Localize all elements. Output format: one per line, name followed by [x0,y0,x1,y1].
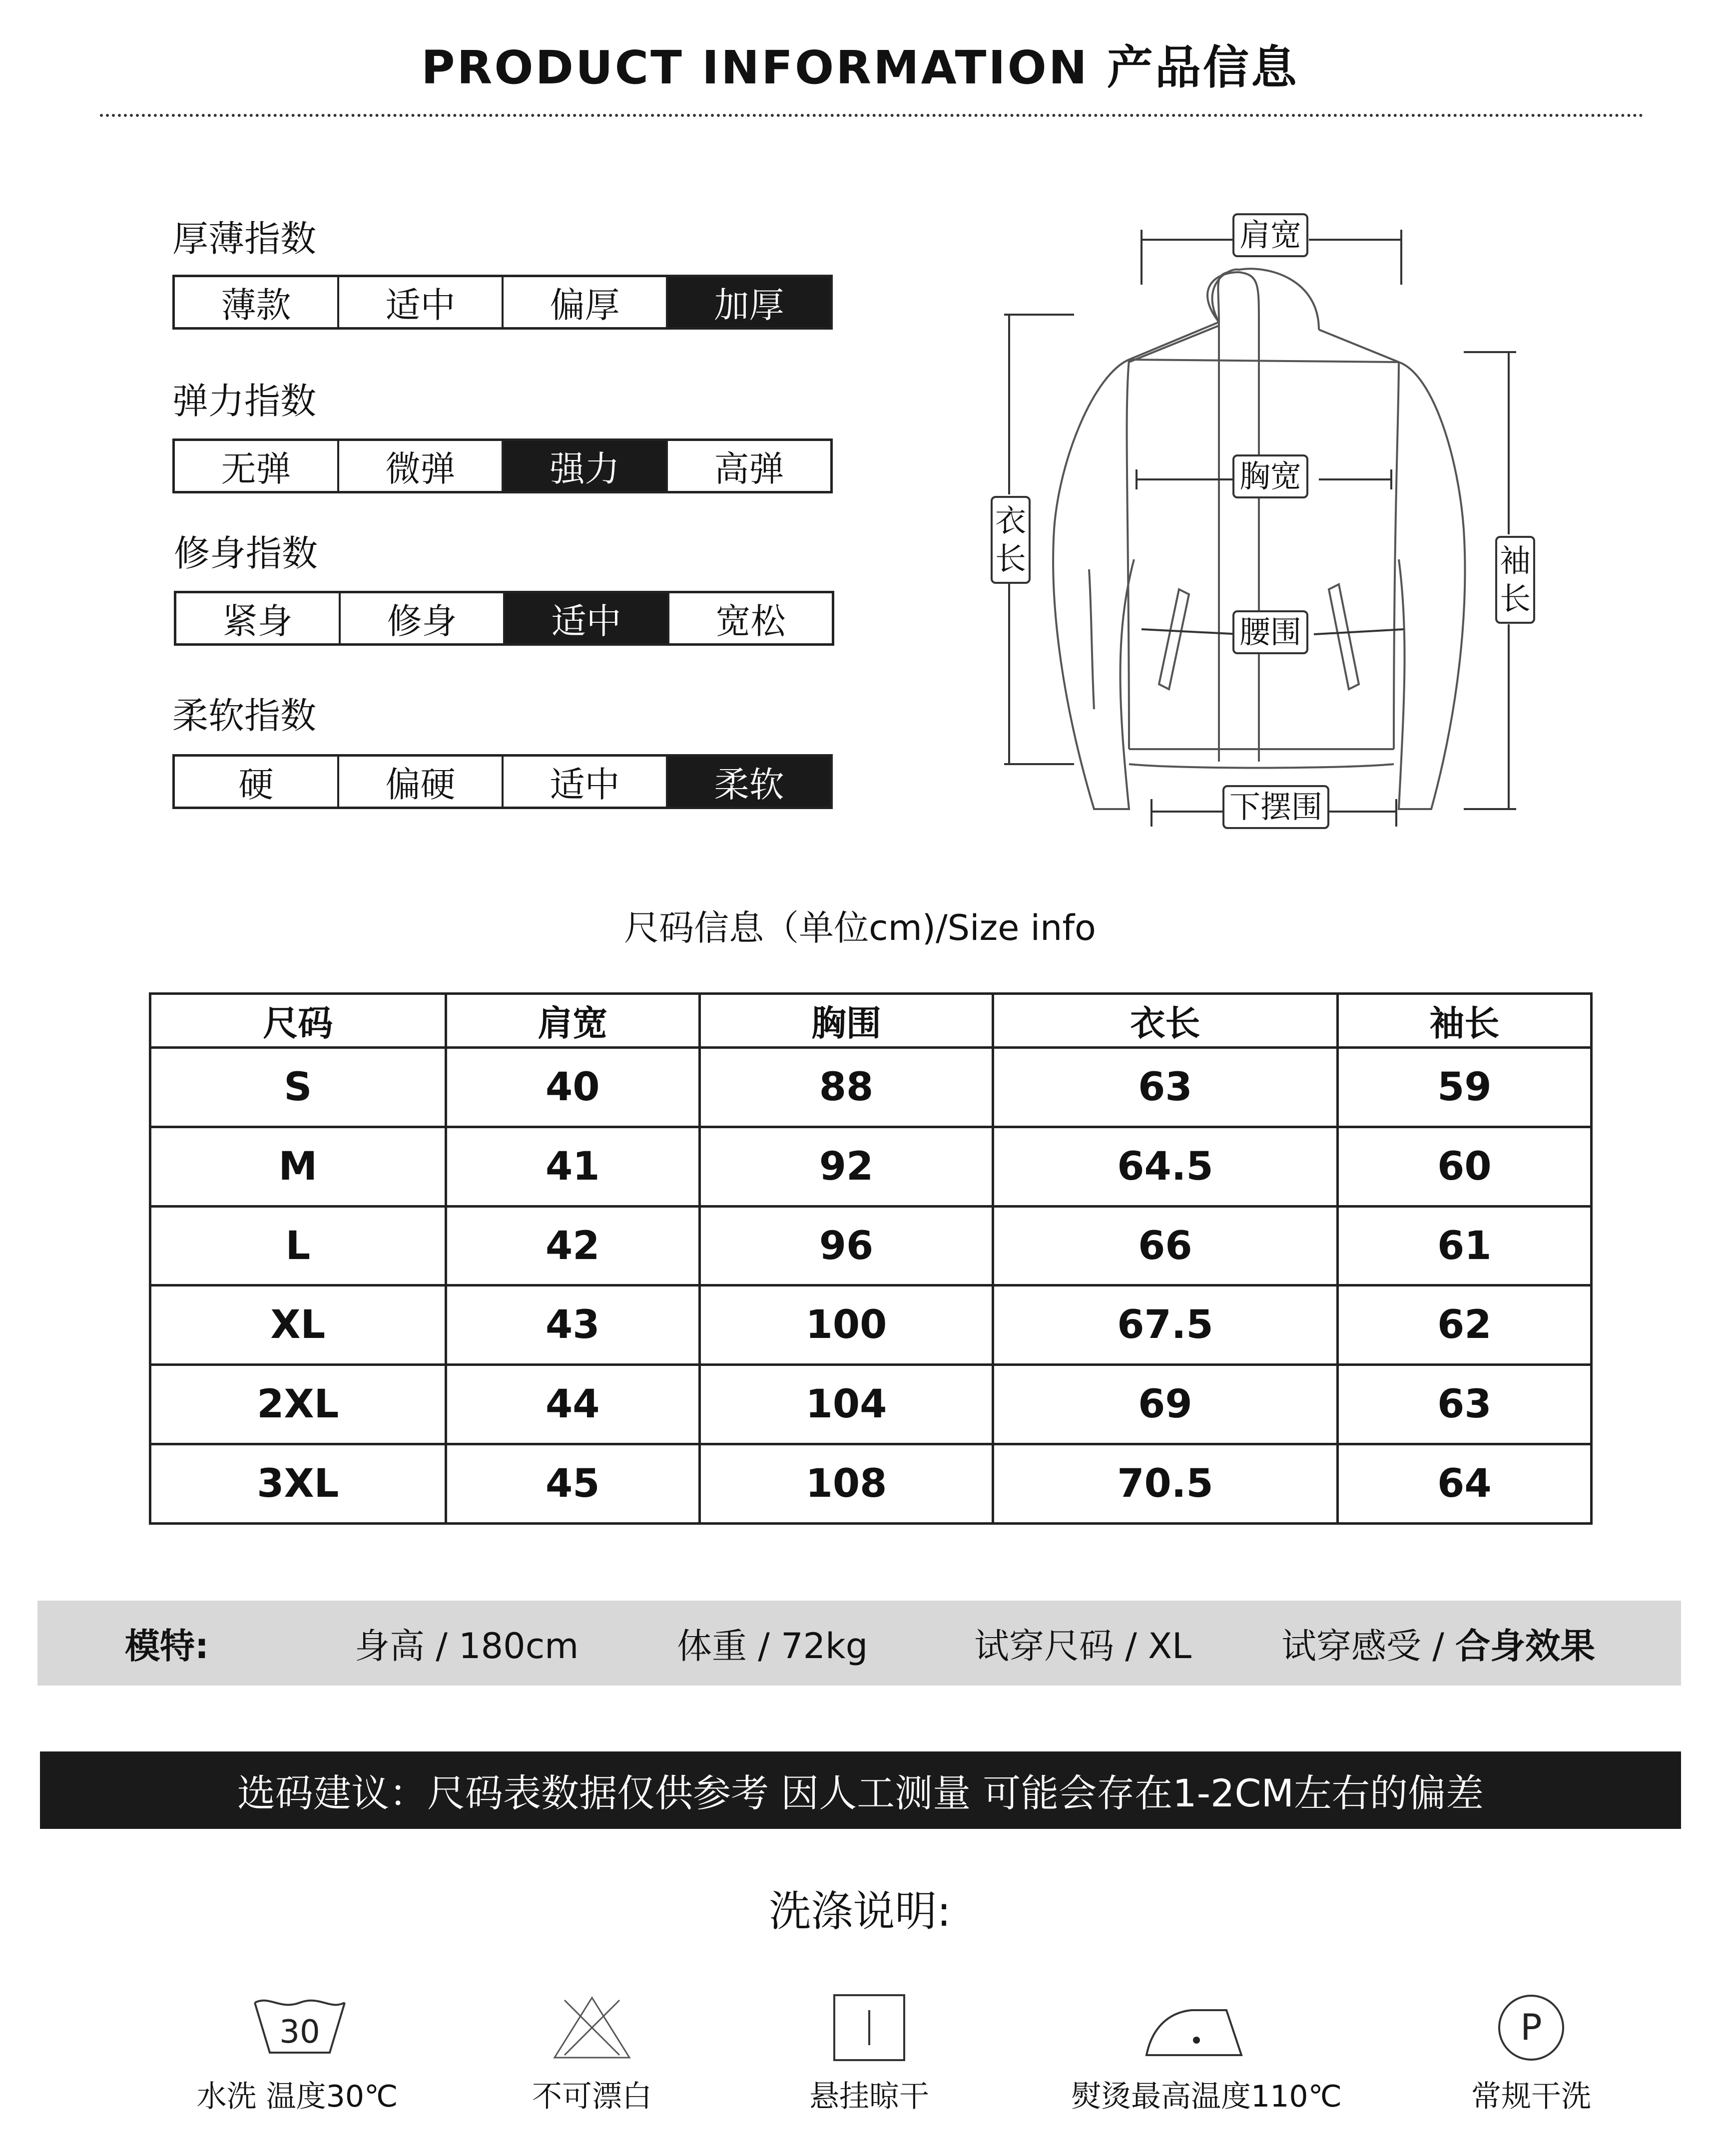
table-row [150,1365,1592,1444]
index-scale [174,591,834,646]
model-label: 模特: [125,1625,209,1667]
index-option: 适中 [502,757,666,807]
hang-dry-icon [832,1993,907,2063]
size-table-header-cell: 尺码 [150,994,446,1048]
table-cell: 96 [699,1206,993,1286]
wash-30-icon [250,1993,350,2058]
dry-clean-icon [1496,1993,1566,2063]
jacket-outline-icon [1053,269,1465,809]
size-tip-bar: 选码建议：尺码表数据仅供参考 因人工测量 可能会存在1-2CM左右的偏差 [40,1751,1681,1829]
table-cell: 43 [446,1286,699,1365]
table-cell: 60 [1337,1127,1591,1206]
index-option: 偏厚 [502,277,666,327]
table-cell: 62 [1337,1286,1591,1365]
index-option: 适中 [503,593,667,643]
index-option: 修身 [339,593,503,643]
table-cell: 40 [446,1048,699,1127]
no-bleach-icon [550,1995,634,2060]
care-label-no-bleach: 不可漂白 [532,2079,652,2114]
care-label-hang-dry: 悬挂晾干 [809,2079,929,2114]
index-option: 紧身 [222,600,293,642]
care-label-dry-clean: 常规干洗 [1471,2079,1591,2114]
size-table-header-cell: 袖长 [1337,994,1591,1048]
table-cell: 63 [1337,1365,1591,1444]
index-option: 宽松 [667,593,832,643]
table-cell: 44 [446,1365,699,1444]
size-table [149,992,1593,1525]
table-cell: 41 [446,1127,699,1206]
fit-feel-value: 合身效果 [1455,1625,1596,1667]
model-info-bar [37,1601,1681,1686]
table-cell: 88 [699,1048,993,1127]
svg-text:P: P [1520,2006,1542,2048]
chest-width-label: 胸宽 [1232,454,1308,498]
measure-lines [1004,230,1516,827]
size-table-header-cell: 衣长 [993,994,1338,1048]
table-row [150,1286,1592,1365]
table-cell: 3XL [150,1444,446,1524]
index-label: 厚薄指数 [172,218,317,260]
index-option: 硬 [238,764,274,805]
table-cell: 108 [699,1444,993,1524]
index-scale [172,754,833,809]
jacket-diagram [979,210,1529,849]
care-label-wash: 水洗 温度30℃ [196,2079,398,2114]
index-option: 微弹 [337,441,502,491]
hem-label: 下摆围 [1222,785,1329,829]
table-cell: 64 [1337,1444,1591,1524]
size-info-title: 尺码信息（单位cm)/Size info [624,907,1096,948]
index-option: 偏硬 [337,757,502,807]
index-label: 弹力指数 [172,380,317,422]
iron-icon [1142,2005,1246,2060]
model-weight: 体重 / 72kg [677,1625,868,1667]
table-cell: 69 [993,1365,1338,1444]
table-cell: 42 [446,1206,699,1286]
care-label-iron: 熨烫最高温度110℃ [1071,2079,1342,2114]
index-option: 柔软 [666,757,830,807]
table-row [150,1206,1592,1286]
table-cell: 92 [699,1127,993,1206]
index-option: 薄款 [221,284,291,326]
length-label: 衣长 [991,496,1031,584]
table-cell: 66 [993,1206,1338,1286]
page-title: PRODUCT INFORMATION 产品信息 [421,41,1299,94]
model-size: 试穿尺码 / XL [974,1625,1192,1667]
table-cell: 61 [1337,1206,1591,1286]
model-height: 身高 / 180cm [355,1625,579,1667]
table-cell: XL [150,1286,446,1365]
table-row [150,1127,1592,1206]
size-table-header-cell: 胸围 [699,994,993,1048]
index-option: 强力 [502,441,666,491]
index-option: 适中 [337,277,502,327]
table-row [150,1444,1592,1524]
index-label: 柔软指数 [172,695,317,737]
table-cell: M [150,1127,446,1206]
table-cell: S [150,1048,446,1127]
fit-feel-label: 试穿感受 / [1281,1625,1456,1667]
index-label: 修身指数 [174,532,318,574]
waist-label: 腰围 [1232,610,1308,654]
table-row [150,1048,1592,1127]
index-option: 无弹 [221,448,291,489]
table-cell: 59 [1337,1048,1591,1127]
index-option: 高弹 [666,441,830,491]
table-cell: 64.5 [993,1127,1338,1206]
table-cell: 67.5 [993,1286,1338,1365]
table-cell: 63 [993,1048,1338,1127]
size-table-header-cell: 肩宽 [446,994,699,1048]
table-cell: 2XL [150,1365,446,1444]
sleeve-length-label: 袖长 [1495,536,1535,624]
index-scale [172,438,833,493]
table-cell: 70.5 [993,1444,1338,1524]
shoulder-width-label: 肩宽 [1232,213,1308,257]
table-cell: 45 [446,1444,699,1524]
table-cell: L [150,1206,446,1286]
title-divider [100,114,1644,117]
index-scale [172,275,833,330]
size-table-header [150,994,1592,1048]
index-option: 加厚 [666,277,830,327]
table-cell: 100 [699,1286,993,1365]
care-title: 洗涤说明: [769,1887,951,1936]
svg-text:30: 30 [279,2014,320,2051]
table-cell: 104 [699,1365,993,1444]
